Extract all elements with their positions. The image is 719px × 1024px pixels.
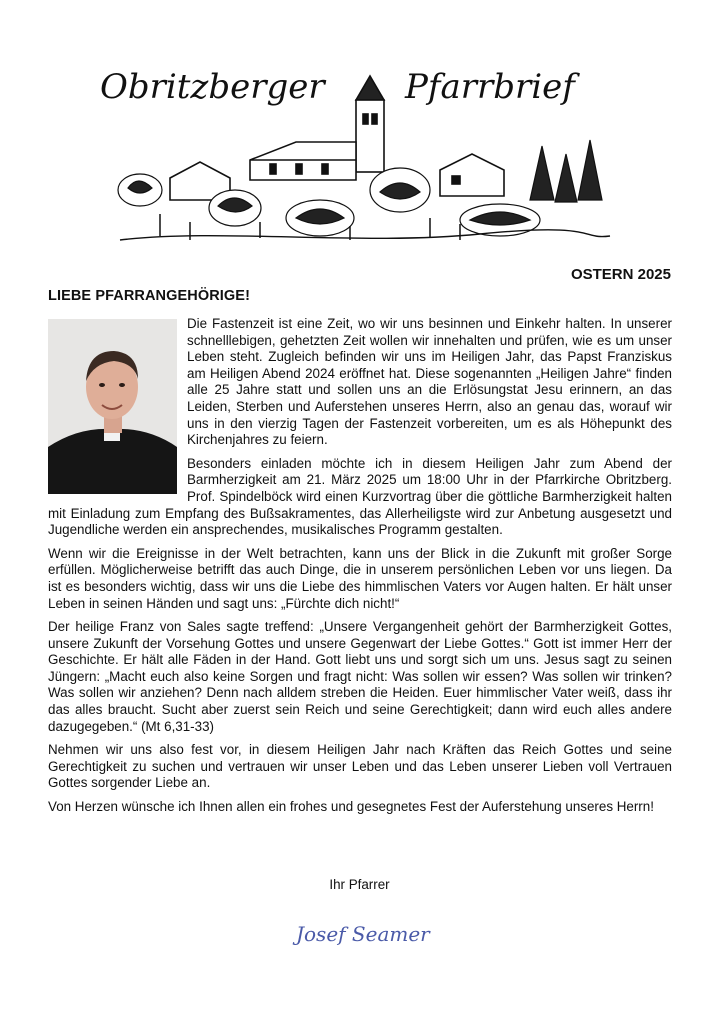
ground-line [120, 230, 610, 240]
paragraph: Wenn wir die Ereignisse in der Welt betrachten, kann uns der Blick in die Zukunft mit großer Sorge erfüllen. Möglicherweise betrifft das auch Dinge, die in unserem persönlichen Leben vor uns liegen. Da ist es besonders wichtig, dass wir uns die Liebe des himmlischen Vaters vor Augen halten. Er hält unser Leben in seinen Händen und sagt uns: „Fürchte dich nicht!“ [48, 545, 672, 611]
paragraph: Besonders einladen möchte ich in diesem Heiligen Jahr zum Abend der Barmherzigkeit am 21. März 2025 um 18:00 Uhr in der Pfarrkirche Obritzberg. Prof. Spindelböck wird einen Kurzvortrag über die göttliche Barmherzigkeit halten mit Einladung zum Empfang des Bußsakramentes, das Allerheiligste wird zur Anbetung ausgesetzt und Jugendliche werden ein ansprechendes, musikalisches Programm gestalten. [48, 455, 672, 538]
letter-body [48, 316, 672, 823]
masthead [100, 50, 620, 250]
issue-title: OSTERN 2025 [570, 266, 671, 283]
signoff: Ihr Pfarrer [329, 877, 390, 892]
priest-photo [48, 319, 177, 494]
paragraph: Nehmen wir uns also fest vor, in diesem Heiligen Jahr nach Kräften das Reich Gottes und seine Gerechtigkeit zu suchen und vertrauen wir unser Leben und das Leben unserer Lieben voll Vertrauen Gottes sorgender Liebe an. [48, 742, 672, 791]
signature-text: Josef Seamer [296, 922, 430, 946]
paragraph: Der heilige Franz von Sales sagte treffend: „Unsere Vergangenheit gehört der Barmherzigkeit Gottes, unsere Zukunft der Vorsehung Gottes und unsere Gegenwart der Liebe Gottes.“ Gott ist immer Herr der Geschichte. Er hält alle Fäden in der Hand. Gott liebt uns und sorgt sich um uns. Jesus sagt zu seinen Jüngern: „Macht euch also keine Sorgen und fragt nicht: Was sollen wir essen? Was sollen wir trinken? Was sollen wir anziehen? Denn nach alldem streben die Heiden. Euer himmlischer Vater weiß, dass ihr das alles braucht. Sucht aber zuerst sein Reich und seine Gerechtigkeit; dann wird euch alles andere dazugegeben.“ (Mt 6,31-33) [48, 619, 672, 734]
masthead-title-left: Obritzberger [100, 67, 325, 107]
signature [292, 905, 432, 957]
masthead-illustration [100, 50, 620, 250]
paragraph: Von Herzen wünsche ich Ihnen allen ein frohes und gesegnetes Fest der Auferstehung unseres Herrn! [48, 799, 654, 815]
paragraph: Die Fastenzeit ist eine Zeit, wo wir uns besinnen und Einkehr halten. In unserer schnelllebigen, gehetzten Zeit wollen wir innehalten und prüfen, wie es um unser Leben steht. Zugleich befinden wir uns im Heiligen Jahr, das Papst Franziskus am Heiligen Abend 2024 eröffnet hat. Diese sogenannten „Heiligen Jahre“ finden alle 25 Jahre statt und sollen uns an die Erlösungstat Jesu erinnern, an das Leiden, Sterben und Auferstehen unseres Herrn, also an genau das, worauf wir uns in den vierzig Tagen der Fastenzeit vorbereiten, um es als Höhepunkt des Kirchenjahres zu feiern. [187, 316, 672, 448]
portrait-illustration [48, 319, 177, 494]
masthead-title-right: Pfarrbrief [405, 67, 575, 107]
greeting-heading: LIEBE PFARRANGEHÖRIGE! [48, 288, 250, 304]
